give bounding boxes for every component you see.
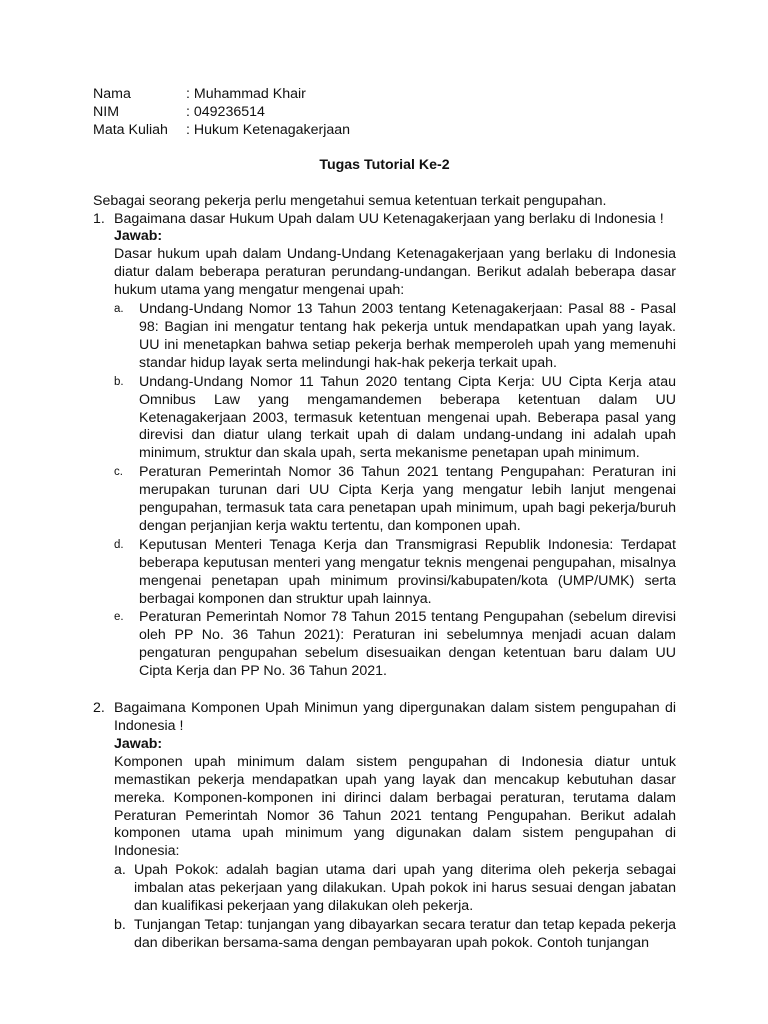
answer-text: Komponen upah minimum dalam sistem pengupahan di Indonesia diatur untuk memastikan pekerja mendapatkan upah yang layak dan mencakup kebutuhan dasar mereka. Komponen-komponen ini dirinci dalam berbagai peraturan, terutama dalam Peraturan Pemerintah Nomor 36 Tahun 2021 tentang Pengupahan. Berikut adalah komponen utama upah minimum yang digunakan dalam sistem pengupahan di Indonesia: [114,753,676,860]
question-number: 1. [93,210,105,227]
question-number: 2. [93,700,105,717]
list-item [114,862,676,916]
list-letter: b. [114,916,126,933]
answer-label: Jawab: [114,228,163,245]
list-item [114,374,676,464]
list-letter: c. [114,466,123,479]
info-row-name [93,86,676,104]
info-label: Nama [93,86,131,102]
student-info [93,86,676,140]
list-item [114,464,676,536]
list-item [114,537,676,609]
list-text: Upah Pokok: adalah bagian utama dari upah yang diterima oleh pekerja sebagai imbalan atas pekerjaan yang dilakukan. Upah pokok ini harus sesuai dengan jabatan dan kualifikasi pekerjaan yang dilakukan oleh pekerja. [134,862,676,915]
document-title: Tugas Tutorial Ke-2 [319,156,450,173]
info-label: Mata Kuliah [93,121,168,138]
list-letter: d. [114,538,124,551]
question-text: Bagaimana Komponen Upah Minimun yang dipergunakan dalam sistem pengupahan di Indonesia ! [114,700,676,734]
info-row-course [93,122,676,140]
question-body [114,700,676,953]
info-row-nim [93,104,676,122]
question-1 [93,211,676,682]
list-letter: e. [114,611,124,624]
list-text: Peraturan Pemerintah Nomor 78 Tahun 2015 tentang Pengupahan (sebelum direvisi oleh PP No. 36 Tahun 2021): Peraturan ini sebelumnya menjadi acuan dalam pengaturan pengupahan sebelum disesuaikan dengan ketentuan baru dalam UU Cipta Kerja dan PP No. 36 Tahun 2021. [139,609,676,680]
answer-label: Jawab: [114,735,163,752]
info-value: : Muhammad Khair [186,86,306,102]
info-label: NIM [93,103,120,120]
intro-text: Sebagai seorang pekerja perlu mengetahui semua ketentuan terkait pengupahan. [93,192,607,209]
list-text: Tunjangan Tetap: tunjangan yang dibayarkan secara teratur dan tetap kepada pekerja dan diberikan bersama-sama dengan pembayaran upah pokok. Contoh tunjangan [134,916,676,951]
list-letter: a. [114,303,124,316]
list-item [114,917,676,953]
list-text: Undang-Undang Nomor 11 Tahun 2020 tentang Cipta Kerja: UU Cipta Kerja atau Omnibus Law yang mengamandemen beberapa ketentuan dalam UU Ketenagakerjaan 2003, termasuk ketentuan mengenai upah. Beberapa pasal yang direvisi dan diatur ulang terkait upah di dalam undang-undang ini adalah upah minimum, struktur dan skala upah, serta mekanisme penetapan upah minimum. [139,373,676,462]
list-item [114,301,676,373]
document-content [93,86,676,953]
info-value: : Hukum Ketenagakerjaan [186,121,351,138]
question-text: Bagaimana dasar Hukum Upah dalam UU Ketenagakerjaan yang berlaku di Indonesia ! [114,210,664,227]
question-2 [93,700,676,953]
answer-text: Dasar hukum upah dalam Undang-Undang Ketenagakerjaan yang berlaku di Indonesia diatur dalam beberapa peraturan perundang-undangan. Berikut adalah beberapa dasar hukum utama yang mengatur mengenai upah: [114,246,676,299]
question-body [114,211,676,682]
list-text: Peraturan Pemerintah Nomor 36 Tahun 2021 tentang Pengupahan: Peraturan ini merupakan turunan dari UU Cipta Kerja yang mengatur lebih lanjut mengenai pengupahan, termasuk tata cara penetapan upah minimum, upah bagi pekerja/buruh dengan perjanjian kerja waktu tertentu, dan komponen upah. [139,464,676,534]
list-text: Keputusan Menteri Tenaga Kerja dan Transmigrasi Republik Indonesia: Terdapat beberapa keputusan menteri yang mengatur teknis mengenai pengupahan, misalnya mengenai penetapan upah minimum provinsi/kabupaten/kota (UMP/UMK) serta berbagai komponen dan struktur upah lainnya. [139,536,676,607]
list-text: Undang-Undang Nomor 13 Tahun 2003 tentang Ketenagakerjaan: Pasal 88 - Pasal 98: Bagian ini mengatur tentang hak pekerja untuk mendapatkan upah yang layak. UU ini menetapkan bahwa setiap pekerja berhak memperoleh upah yang memenuhi standar hidup layak serta melindungi hak-hak pekerja terkait upah. [139,301,676,371]
list-letter: b. [114,375,124,388]
section-gap [93,681,676,700]
list-letter: a. [114,862,126,879]
list-item [114,609,676,681]
info-value: : 049236514 [186,103,265,120]
